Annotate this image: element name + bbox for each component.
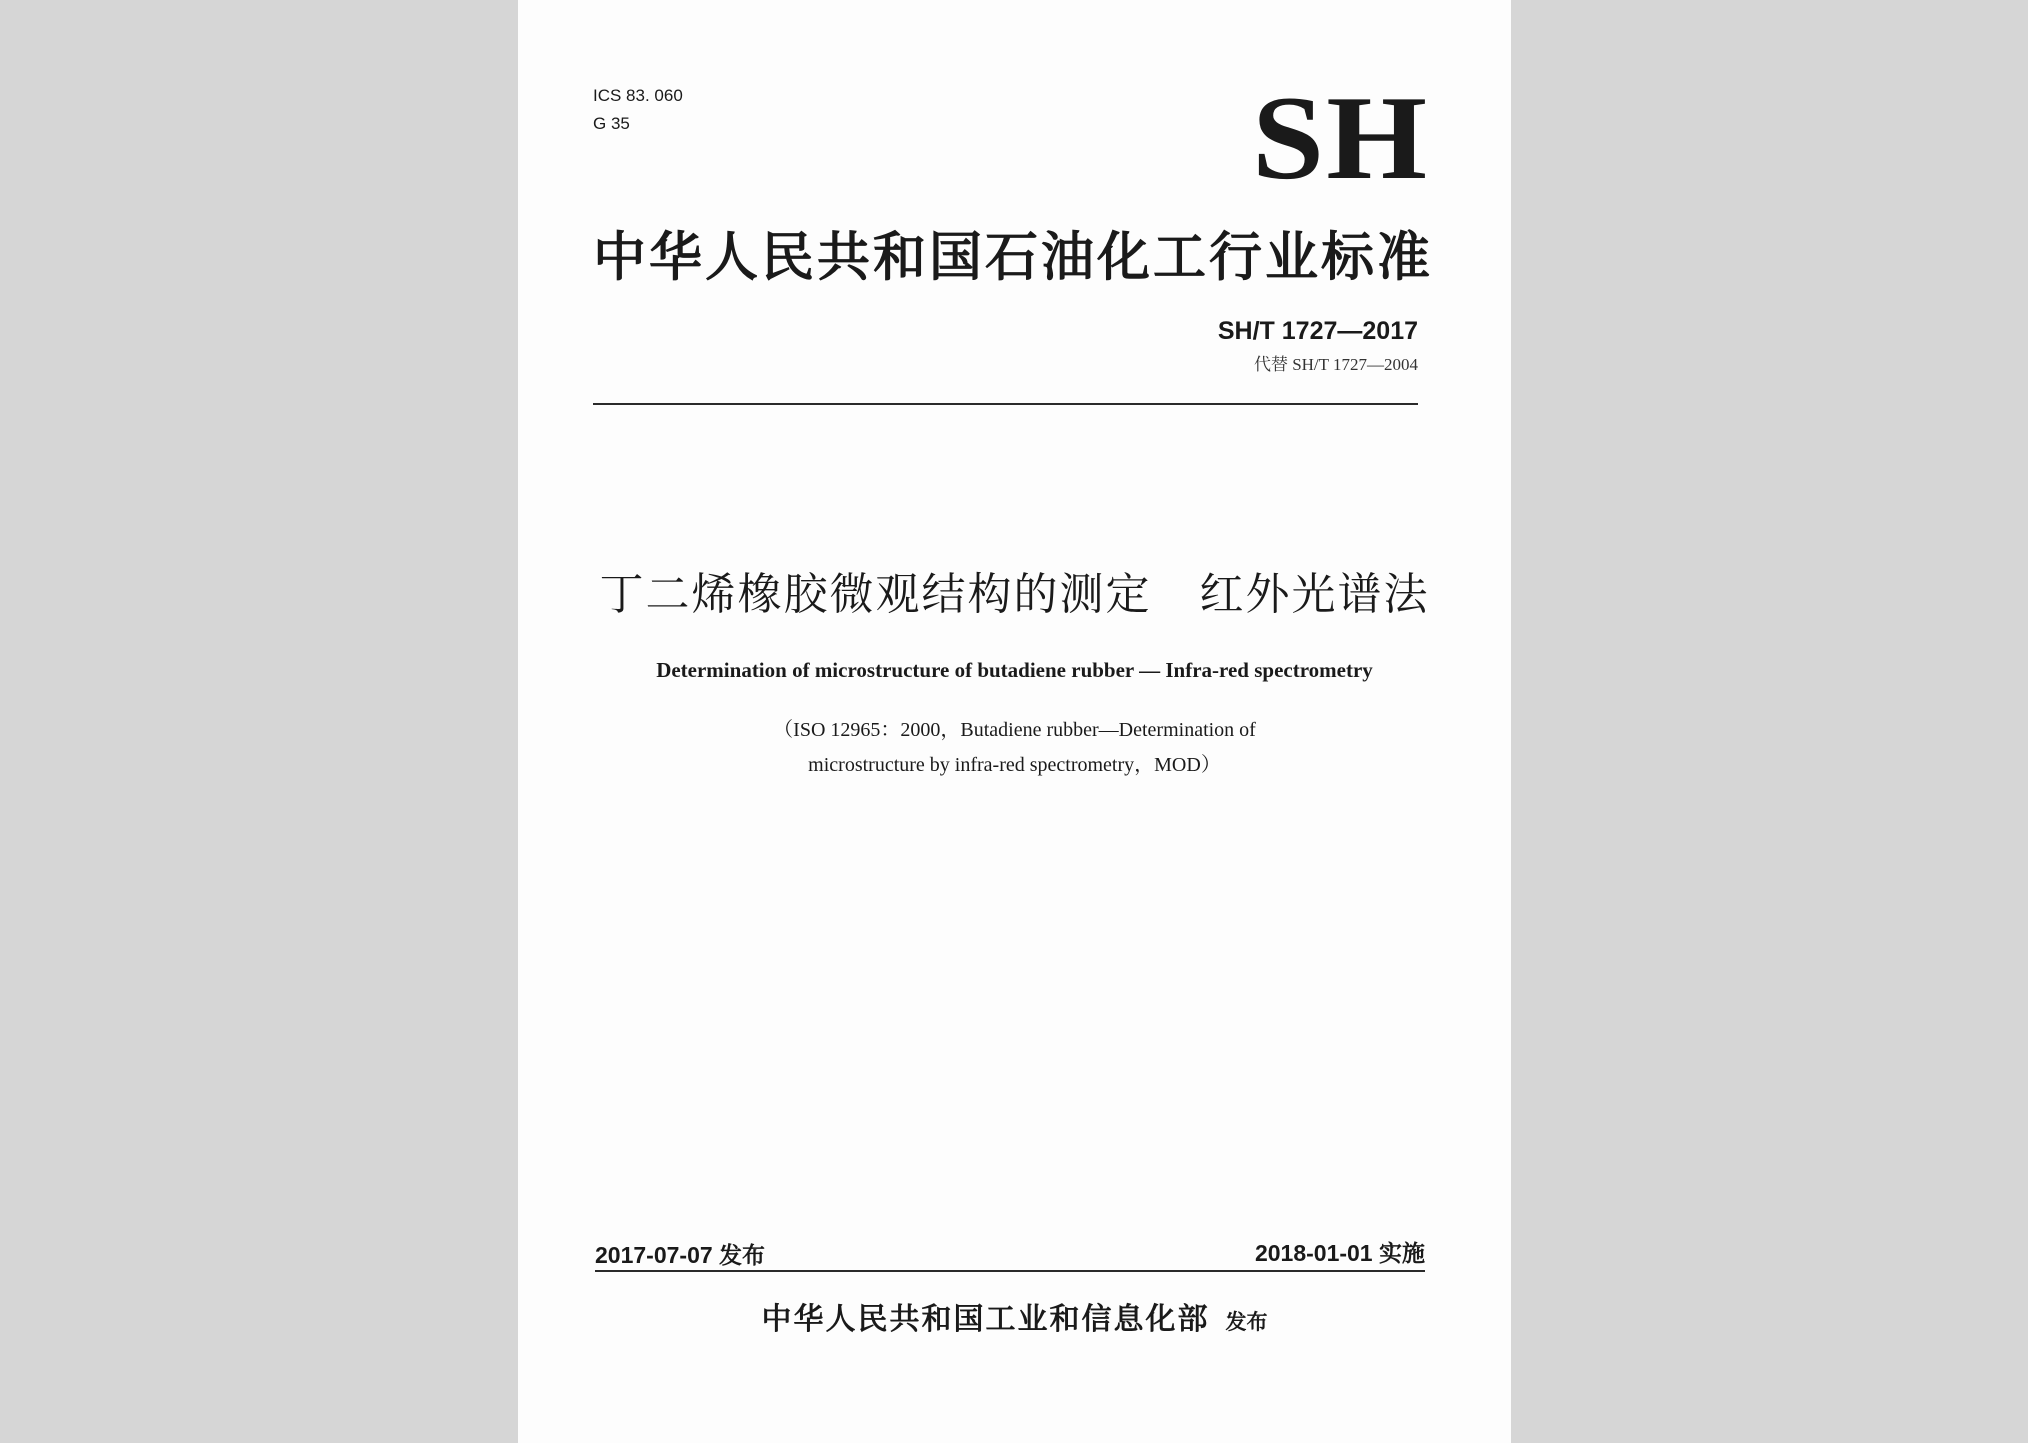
publisher-name: 中华人民共和国工业和信息化部	[761, 1303, 1210, 1336]
chinese-title-main: 丁二烯橡胶微观结构的测定	[599, 570, 1152, 619]
iso-reference-line-1: （ISO 12965：2000，Butadiene rubber—Determination of	[773, 719, 1256, 741]
classification-code: G 35	[593, 114, 630, 133]
chinese-title	[518, 568, 1511, 622]
issue-date: 2017-07-07 发布	[595, 1242, 766, 1268]
sh-logo: SH	[1252, 71, 1430, 204]
header-divider	[593, 403, 1418, 405]
chinese-title-method: 红外光谱法	[1199, 570, 1430, 619]
standard-number: SH/T 1727—2017	[1217, 317, 1418, 345]
publisher-suffix: 发布	[1225, 1311, 1268, 1334]
footer-divider	[595, 1270, 1425, 1272]
english-title: Determination of microstructure of butadiene rubber — Infra-red spectrometry	[656, 658, 1373, 682]
iso-reference-line-2: microstructure by infra-red spectrometry，MOD）	[808, 754, 1221, 776]
industry-standard-title: 中华人民共和国石油化工行业标准	[593, 228, 1433, 287]
implementation-date: 2018-01-01 实施	[1254, 1240, 1425, 1266]
ics-code: ICS 83. 060	[593, 86, 683, 105]
replaces-standard: 代替 SH/T 1727—2004	[1253, 355, 1418, 374]
document-page	[518, 0, 1511, 1443]
publisher	[518, 1300, 1511, 1343]
